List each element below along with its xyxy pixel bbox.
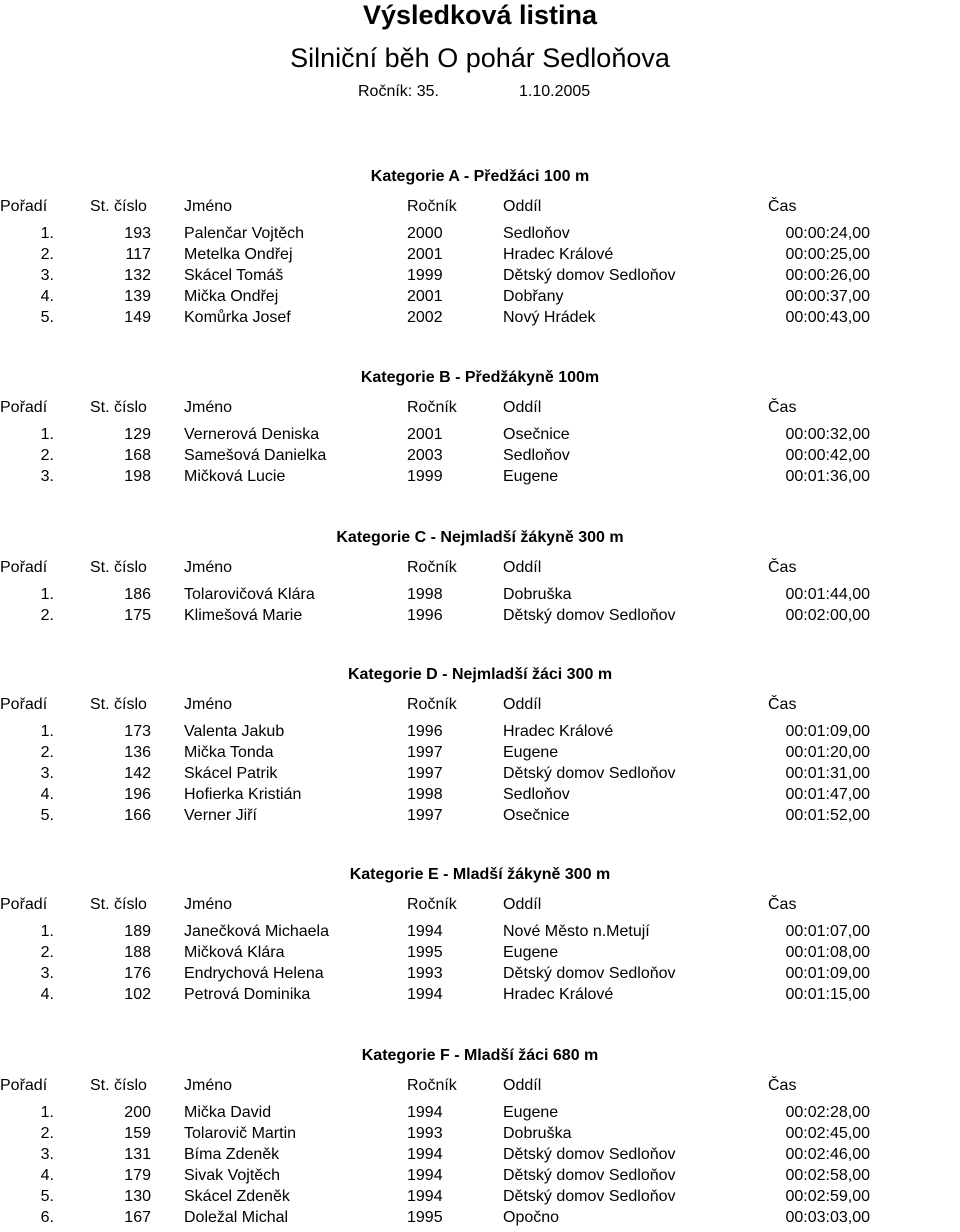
birth-year-cell: 1994: [407, 1146, 443, 1163]
birth-year-cell: 1997: [407, 807, 443, 824]
bib-number-cell: 136: [124, 744, 151, 761]
name-cell: Metelka Ondřej: [184, 246, 293, 263]
birth-year-cell: 1997: [407, 744, 443, 761]
column-header-name: Jméno: [184, 1077, 233, 1094]
results-table: [0, 424, 960, 487]
time-cell: 00:01:31,00: [785, 765, 870, 782]
rank-cell: 1.: [40, 426, 54, 443]
bib-number-cell: 102: [124, 986, 151, 1003]
time-cell: 00:01:36,00: [785, 468, 870, 485]
column-header-rank: Pořadí: [0, 198, 48, 215]
bib-number-cell: 198: [124, 468, 151, 485]
table-row: [0, 286, 960, 307]
table-row: [0, 605, 960, 626]
rank-cell: 1.: [40, 225, 54, 242]
name-cell: Tolarovič Martin: [184, 1125, 297, 1142]
name-cell: Palenčar Vojtěch: [184, 225, 305, 242]
time-cell: 00:01:09,00: [785, 723, 870, 740]
column-header-time: Čas: [768, 1077, 797, 1094]
time-cell: 00:02:59,00: [785, 1188, 870, 1205]
club-cell: Hradec Králové: [503, 723, 614, 740]
birth-year-cell: 1993: [407, 965, 443, 982]
bib-number-cell: 167: [124, 1209, 151, 1226]
column-header-year: Ročník: [407, 896, 457, 913]
bib-number-cell: 142: [124, 765, 151, 782]
time-cell: 00:00:32,00: [785, 426, 870, 443]
rank-cell: 5.: [40, 309, 54, 326]
results-table: [0, 223, 960, 328]
club-cell: Dětský domov Sedloňov: [503, 1188, 676, 1205]
column-header-year: Ročník: [407, 559, 457, 576]
column-header-year: Ročník: [407, 198, 457, 215]
rank-cell: 4.: [40, 288, 54, 305]
name-cell: Valenta Jakub: [184, 723, 285, 740]
rank-cell: 4.: [40, 986, 54, 1003]
page-title: Výsledková listina: [362, 0, 598, 30]
name-cell: Verner Jiří: [184, 807, 257, 824]
column-header-club: Oddíl: [503, 1077, 542, 1094]
birth-year-cell: 2000: [407, 225, 443, 242]
bib-number-cell: 117: [125, 246, 151, 263]
column-header-number: St. číslo: [90, 896, 147, 913]
category-title: Kategorie A - Předžáci 100 m: [370, 168, 590, 185]
table-row: [0, 1144, 960, 1165]
bib-number-cell: 149: [124, 309, 151, 326]
time-cell: 00:00:37,00: [785, 288, 870, 305]
bib-number-cell: 132: [124, 267, 151, 284]
club-cell: Eugene: [503, 944, 559, 961]
name-cell: Samešová Danielka: [184, 447, 327, 464]
club-cell: Dobruška: [503, 586, 572, 603]
club-cell: Osečnice: [503, 426, 570, 443]
column-header-name: Jméno: [184, 696, 233, 713]
rank-cell: 5.: [40, 1188, 54, 1205]
club-cell: Hradec Králové: [503, 246, 614, 263]
bib-number-cell: 193: [124, 225, 151, 242]
birth-year-cell: 1996: [407, 607, 443, 624]
birth-year-cell: 1998: [407, 586, 443, 603]
column-header-club: Oddíl: [503, 399, 542, 416]
edition-label: Ročník: 35.: [358, 83, 439, 100]
table-row: [0, 584, 960, 605]
club-cell: Sedloňov: [503, 447, 570, 464]
time-cell: 00:01:47,00: [785, 786, 870, 803]
time-cell: 00:01:07,00: [785, 923, 870, 940]
category-title: Kategorie F - Mladší žáci 680 m: [361, 1047, 599, 1064]
column-header-year: Ročník: [407, 696, 457, 713]
table-row: [0, 1186, 960, 1207]
table-row: [0, 784, 960, 805]
birth-year-cell: 1995: [407, 944, 443, 961]
name-cell: Mičková Lucie: [184, 468, 286, 485]
results-table: [0, 584, 960, 626]
club-cell: Eugene: [503, 468, 559, 485]
bib-number-cell: 175: [124, 607, 151, 624]
table-row: [0, 223, 960, 244]
birth-year-cell: 1995: [407, 1209, 443, 1226]
time-cell: 00:02:58,00: [785, 1167, 870, 1184]
results-table: [0, 921, 960, 1005]
rank-cell: 3.: [40, 468, 54, 485]
time-cell: 00:00:25,00: [785, 246, 870, 263]
name-cell: Mičková Klára: [184, 944, 285, 961]
rank-cell: 1.: [40, 1104, 54, 1121]
club-cell: Dobřany: [503, 288, 564, 305]
bib-number-cell: 189: [124, 923, 151, 940]
column-header-number: St. číslo: [90, 198, 147, 215]
rank-cell: 2.: [40, 944, 54, 961]
rank-cell: 2.: [40, 1125, 54, 1142]
table-row: [0, 721, 960, 742]
club-cell: Eugene: [503, 1104, 559, 1121]
club-cell: Dětský domov Sedloňov: [503, 1167, 676, 1184]
birth-year-cell: 1994: [407, 1188, 443, 1205]
column-header-number: St. číslo: [90, 559, 147, 576]
time-cell: 00:02:46,00: [785, 1146, 870, 1163]
column-header-rank: Pořadí: [0, 559, 48, 576]
name-cell: Tolarovičová Klára: [184, 586, 315, 603]
birth-year-cell: 1994: [407, 1104, 443, 1121]
column-header-rank: Pořadí: [0, 399, 48, 416]
bib-number-cell: 166: [124, 807, 151, 824]
column-header-name: Jméno: [184, 399, 233, 416]
column-header-year: Ročník: [407, 399, 457, 416]
name-cell: Sivak Vojtěch: [184, 1167, 281, 1184]
bib-number-cell: 200: [124, 1104, 151, 1121]
time-cell: 00:01:09,00: [785, 965, 870, 982]
table-row: [0, 1165, 960, 1186]
bib-number-cell: 139: [124, 288, 151, 305]
name-cell: Vernerová Deniska: [184, 426, 320, 443]
time-cell: 00:02:45,00: [785, 1125, 870, 1142]
birth-year-cell: 1993: [407, 1125, 443, 1142]
time-cell: 00:00:24,00: [785, 225, 870, 242]
table-row: [0, 445, 960, 466]
name-cell: Skácel Tomáš: [184, 267, 284, 284]
rank-cell: 5.: [40, 807, 54, 824]
column-header-rank: Pořadí: [0, 896, 48, 913]
birth-year-cell: 2003: [407, 447, 443, 464]
time-cell: 00:01:15,00: [785, 986, 870, 1003]
column-header-time: Čas: [768, 399, 797, 416]
column-header-time: Čas: [768, 696, 797, 713]
time-cell: 00:02:00,00: [785, 607, 870, 624]
table-row: [0, 742, 960, 763]
table-row: [0, 1123, 960, 1144]
column-header-club: Oddíl: [503, 198, 542, 215]
birth-year-cell: 1994: [407, 1167, 443, 1184]
category-title: Kategorie C - Nejmladší žákyně 300 m: [336, 529, 624, 546]
column-header-number: St. číslo: [90, 696, 147, 713]
club-cell: Hradec Králové: [503, 986, 614, 1003]
category-title: Kategorie B - Předžákyně 100m: [360, 369, 600, 386]
club-cell: Sedloňov: [503, 225, 570, 242]
club-cell: Dětský domov Sedloňov: [503, 765, 676, 782]
rank-cell: 1.: [40, 723, 54, 740]
bib-number-cell: 179: [124, 1167, 151, 1184]
club-cell: Dětský domov Sedloňov: [503, 965, 676, 982]
club-cell: Dětský domov Sedloňov: [503, 1146, 676, 1163]
results-table: [0, 721, 960, 826]
bib-number-cell: 196: [124, 786, 151, 803]
bib-number-cell: 168: [124, 447, 151, 464]
bib-number-cell: 176: [124, 965, 151, 982]
name-cell: Skácel Zdeněk: [184, 1188, 290, 1205]
club-cell: Dětský domov Sedloňov: [503, 607, 676, 624]
time-cell: 00:00:26,00: [785, 267, 870, 284]
bib-number-cell: 173: [124, 723, 151, 740]
rank-cell: 2.: [40, 246, 54, 263]
club-cell: Sedloňov: [503, 786, 570, 803]
column-header-time: Čas: [768, 198, 797, 215]
rank-cell: 1.: [40, 923, 54, 940]
name-cell: Klimešová Marie: [184, 607, 303, 624]
name-cell: Mička Ondřej: [184, 288, 279, 305]
table-row: [0, 1207, 960, 1228]
race-name: Silniční běh O pohár Sedloňova: [290, 43, 670, 73]
time-cell: 00:00:42,00: [785, 447, 870, 464]
rank-cell: 1.: [40, 586, 54, 603]
name-cell: Hofierka Kristián: [184, 786, 302, 803]
table-row: [0, 984, 960, 1005]
time-cell: 00:01:44,00: [785, 586, 870, 603]
column-header-rank: Pořadí: [0, 1077, 48, 1094]
table-row: [0, 963, 960, 984]
rank-cell: 3.: [40, 765, 54, 782]
club-cell: Eugene: [503, 744, 559, 761]
table-row: [0, 307, 960, 328]
table-row: [0, 763, 960, 784]
table-row: [0, 942, 960, 963]
category-title: Kategorie E - Mladší žákyně 300 m: [349, 866, 611, 883]
name-cell: Petrová Dominika: [184, 986, 311, 1003]
column-header-club: Oddíl: [503, 696, 542, 713]
time-cell: 00:03:03,00: [785, 1209, 870, 1226]
column-header-number: St. číslo: [90, 399, 147, 416]
club-cell: Dobruška: [503, 1125, 572, 1142]
birth-year-cell: 2002: [407, 309, 443, 326]
column-header-time: Čas: [768, 896, 797, 913]
table-row: [0, 921, 960, 942]
bib-number-cell: 159: [124, 1125, 151, 1142]
time-cell: 00:02:28,00: [785, 1104, 870, 1121]
table-row: [0, 424, 960, 445]
birth-year-cell: 1994: [407, 986, 443, 1003]
table-row: [0, 466, 960, 487]
birth-year-cell: 2001: [407, 288, 443, 305]
bib-number-cell: 130: [124, 1188, 151, 1205]
column-header-name: Jméno: [184, 896, 233, 913]
rank-cell: 4.: [40, 1167, 54, 1184]
name-cell: Komůrka Josef: [184, 309, 291, 326]
name-cell: Mička David: [184, 1104, 272, 1121]
rank-cell: 4.: [40, 786, 54, 803]
bib-number-cell: 186: [124, 586, 151, 603]
name-cell: Skácel Patrik: [184, 765, 278, 782]
birth-year-cell: 1997: [407, 765, 443, 782]
rank-cell: 2.: [40, 607, 54, 624]
birth-year-cell: 1999: [407, 468, 443, 485]
name-cell: Bíma Zdeněk: [184, 1146, 280, 1163]
column-header-time: Čas: [768, 559, 797, 576]
club-cell: Opočno: [503, 1209, 560, 1226]
time-cell: 00:01:08,00: [785, 944, 870, 961]
birth-year-cell: 1998: [407, 786, 443, 803]
name-cell: Doležal Michal: [184, 1209, 289, 1226]
birth-year-cell: 1996: [407, 723, 443, 740]
bib-number-cell: 131: [124, 1146, 151, 1163]
club-cell: Dětský domov Sedloňov: [503, 267, 676, 284]
name-cell: Endrychová Helena: [184, 965, 324, 982]
rank-cell: 2.: [40, 447, 54, 464]
rank-cell: 6.: [40, 1209, 54, 1226]
birth-year-cell: 1999: [407, 267, 443, 284]
birth-year-cell: 1994: [407, 923, 443, 940]
time-cell: 00:01:20,00: [785, 744, 870, 761]
table-row: [0, 265, 960, 286]
bib-number-cell: 188: [124, 944, 151, 961]
rank-cell: 3.: [40, 1146, 54, 1163]
time-cell: 00:01:52,00: [785, 807, 870, 824]
column-header-club: Oddíl: [503, 559, 542, 576]
rank-cell: 2.: [40, 744, 54, 761]
birth-year-cell: 2001: [407, 246, 443, 263]
table-row: [0, 1102, 960, 1123]
name-cell: Janečková Michaela: [184, 923, 329, 940]
table-row: [0, 244, 960, 265]
bib-number-cell: 129: [124, 426, 151, 443]
column-header-rank: Pořadí: [0, 696, 48, 713]
club-cell: Nové Město n.Metují: [503, 923, 650, 940]
table-row: [0, 805, 960, 826]
race-date: 1.10.2005: [519, 83, 591, 100]
club-cell: Nový Hrádek: [503, 309, 596, 326]
rank-cell: 3.: [40, 267, 54, 284]
time-cell: 00:00:43,00: [785, 309, 870, 326]
name-cell: Mička Tonda: [184, 744, 274, 761]
category-title: Kategorie D - Nejmladší žáci 300 m: [347, 666, 613, 683]
club-cell: Osečnice: [503, 807, 570, 824]
birth-year-cell: 2001: [407, 426, 443, 443]
column-header-name: Jméno: [184, 198, 233, 215]
results-table: [0, 1102, 960, 1228]
column-header-name: Jméno: [184, 559, 233, 576]
column-header-year: Ročník: [407, 1077, 457, 1094]
column-header-club: Oddíl: [503, 896, 542, 913]
rank-cell: 3.: [40, 965, 54, 982]
column-header-number: St. číslo: [90, 1077, 147, 1094]
